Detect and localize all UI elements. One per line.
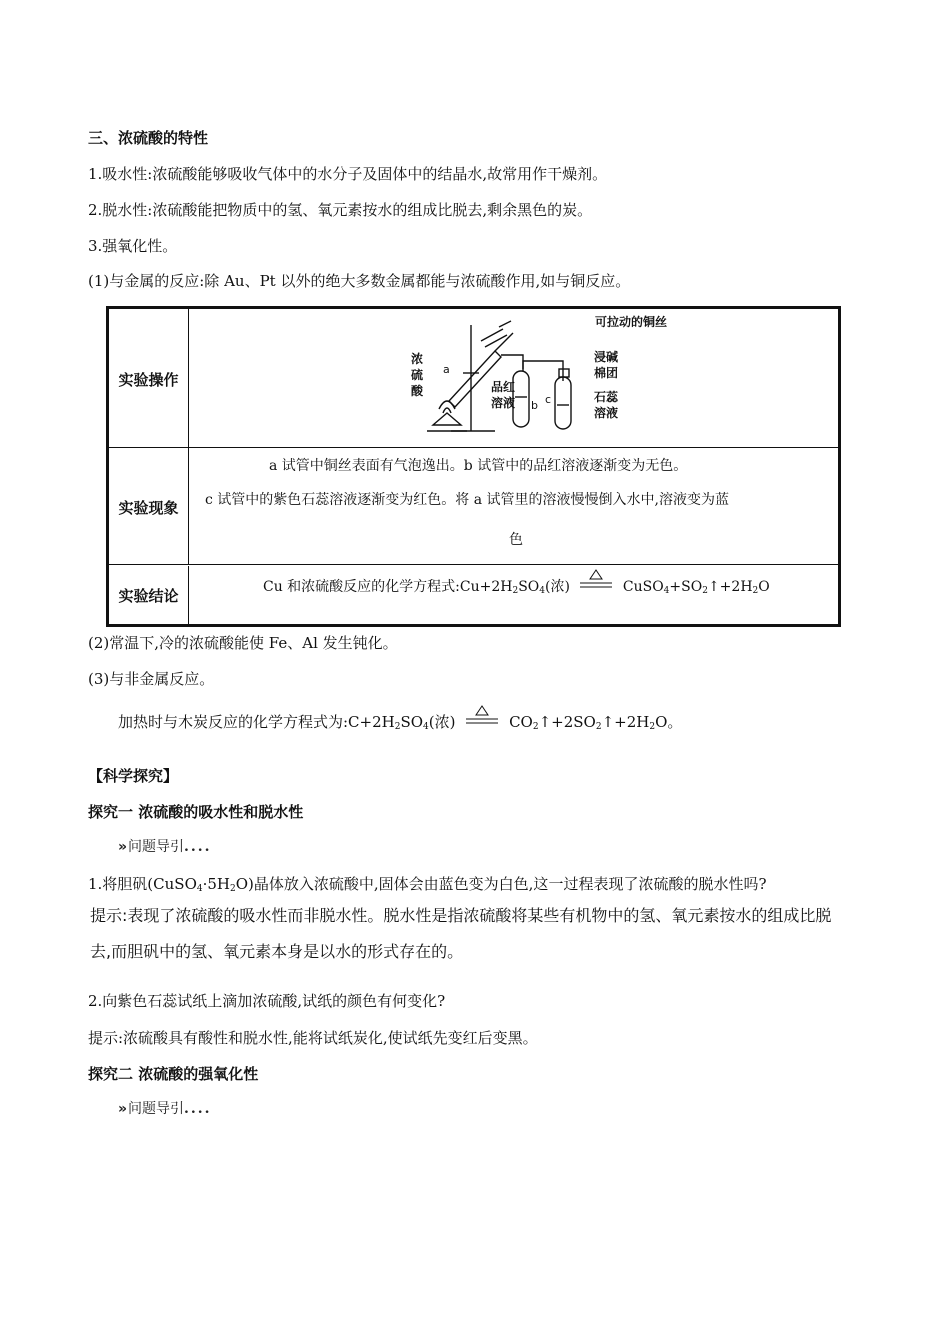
- label-conc-acid: 浓 硫 酸: [411, 352, 424, 398]
- section-title: 三、浓硫酸的特性: [88, 129, 209, 147]
- row-header-conclusion: 实验结论: [109, 566, 189, 624]
- double-chevron-icon: »: [118, 1101, 125, 1117]
- paragraph-passivation: (2)常温下,冷的浓硫酸能使 Fe、Al 发生钝化。: [88, 634, 398, 652]
- phenomenon-cell: [189, 449, 838, 565]
- question-guide-2: » 问题导引....: [118, 1101, 212, 1117]
- explore-2-title: 探究二 浓硫酸的强氧化性: [88, 1065, 259, 1083]
- double-chevron-icon: »: [118, 839, 125, 855]
- tip-1-line-2: 去,而胆矾中的氢、氧元素本身是以水的形式存在的。: [90, 942, 464, 961]
- phenomenon-line-2: c 试管中的紫色石蕊溶液逐渐变为红色。将 a 试管里的溶液慢慢倒入水中,溶液变为蓝: [205, 492, 729, 508]
- label-soda-cotton: 浸碱 棉团: [594, 350, 619, 380]
- heat-equals-icon: [578, 579, 614, 595]
- question-1: 1.将胆矾$(CuSO_4\cdot 5H_2O)$晶体放入浓硫酸中,固体会由蓝色变为白色,这一过程表现了浓硫酸的脱水性吗?: [88, 875, 767, 894]
- tip-2: 提示:浓硫酸具有酸性和脱水性,能将试纸炭化,使试纸先变红后变黑。: [88, 1029, 538, 1047]
- dots-icon: ....: [184, 839, 212, 855]
- question-guide-1: » 问题导引....: [118, 839, 212, 855]
- conclusion-equation: Cu 和浓硫酸反应的化学方程式$:Cu+2H_2SO_4$(浓) $CuSO_4+SO_2↑+2H_2O$: [263, 576, 770, 596]
- label-litmus: 石蕊 溶液: [594, 390, 619, 420]
- dots-icon: ....: [184, 1101, 212, 1117]
- paragraph-carbon-equation: 加热时与木炭反应的化学方程式为$:C+2H_2SO_4$(浓) $CO_2↑+2SO_2↑+2H_2O$。: [118, 712, 682, 737]
- paragraph-metal-reaction: (1)与金属的反应:除 Au、Pt 以外的绝大多数金属都能与浓硫酸作用,如与铜反应。: [88, 272, 631, 290]
- experiment-table: [106, 306, 841, 627]
- row-header-operation: 实验操作: [109, 309, 189, 449]
- apparatus-diagram: [189, 309, 838, 449]
- explore-1-title: 探究一 浓硫酸的吸水性和脱水性: [88, 803, 304, 821]
- tip-1-line-1: 提示:表现了浓硫酸的吸水性而非脱水性。脱水性是指浓硫酸将某些有机物中的氢、氧元素按水的组成比脱: [90, 906, 832, 925]
- phenomenon-line-1: a 试管中铜丝表面有气泡逸出。b 试管中的品红溶液逐渐变为无色。: [269, 458, 688, 474]
- paragraph-water-absorption: 1.吸水性:浓硫酸能够吸收气体中的水分子及固体中的结晶水,故常用作干燥剂。: [88, 165, 608, 183]
- heat-equals-icon: [464, 715, 500, 731]
- paragraph-nonmetal: (3)与非金属反应。: [88, 670, 215, 688]
- paragraph-dehydration: 2.脱水性:浓硫酸能把物质中的氢、氧元素按水的组成比脱去,剩余黑色的炭。: [88, 201, 593, 219]
- svg-text:b: b: [531, 399, 538, 412]
- conclusion-cell: [189, 566, 838, 624]
- label-copper-wire: 可拉动的铜丝: [595, 315, 668, 329]
- svg-text:a: a: [443, 363, 450, 376]
- label-pinhong: 品红 溶液: [491, 380, 516, 410]
- question-2: 2.向紫色石蕊试纸上滴加浓硫酸,试纸的颜色有何变化?: [88, 992, 446, 1010]
- paragraph-oxidation: 3.强氧化性。: [88, 237, 178, 255]
- row-header-phenomenon: 实验现象: [109, 449, 189, 565]
- phenomenon-line-3: 色: [509, 532, 523, 548]
- svg-text:c: c: [545, 393, 552, 406]
- explore-heading: 【科学探究】: [88, 767, 179, 785]
